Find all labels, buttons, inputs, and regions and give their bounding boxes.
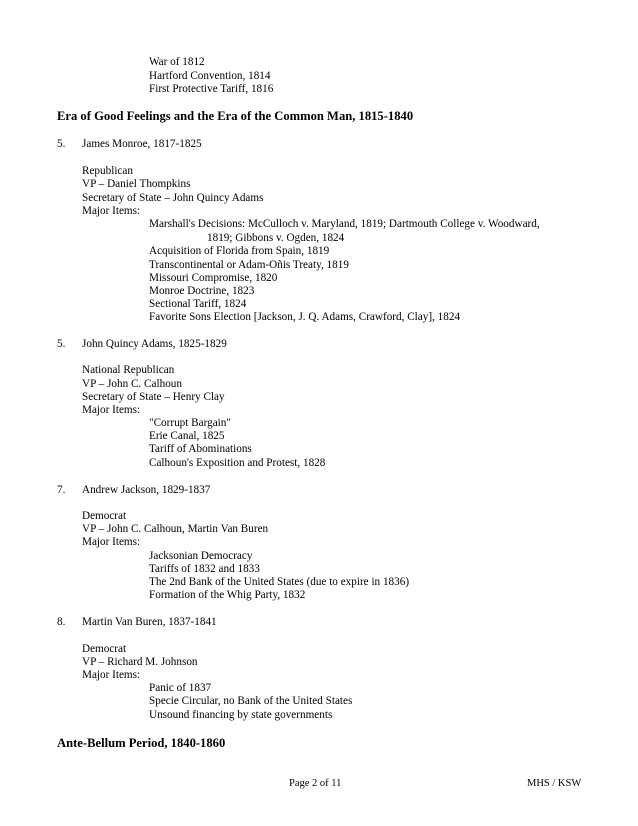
list-item: First Protective Tariff, 1816 <box>149 83 274 95</box>
major-items-label: Major Items: <box>82 669 141 681</box>
president-number: 7. <box>57 484 66 496</box>
president-name: Martin Van Buren, 1837-1841 <box>82 616 217 628</box>
vice-president: VP – John C. Calhoun, Martin Van Buren <box>82 523 269 535</box>
party: Democrat <box>82 643 127 655</box>
vice-president: VP – Daniel Thompkins <box>82 178 191 190</box>
major-items-label: Major Items: <box>82 536 141 548</box>
list-item: Acquisition of Florida from Spain, 1819 <box>149 245 330 257</box>
list-item: Jacksonian Democracy <box>149 550 253 562</box>
list-item: Tariffs of 1832 and 1833 <box>149 563 260 575</box>
party: Republican <box>82 165 133 177</box>
list-item: War of 1812 <box>149 56 205 68</box>
list-item: Marshall's Decisions: McCulloch v. Maryland, 1819; Dartmouth College v. Woodward, <box>149 218 540 230</box>
president-number: 5. <box>57 338 66 350</box>
list-item: Panic of 1837 <box>149 682 212 694</box>
secretary-of-state: Secretary of State – John Quincy Adams <box>82 192 264 204</box>
president-number: 8. <box>57 616 66 628</box>
secretary-of-state: Secretary of State – Henry Clay <box>82 391 225 403</box>
page-number: Page 2 of 11 <box>289 778 342 789</box>
list-item: Hartford Convention, 1814 <box>149 70 271 82</box>
vice-president: VP – John C. Calhoun <box>82 378 182 390</box>
list-item: Tariff of Abominations <box>149 443 252 455</box>
list-item: Specie Circular, no Bank of the United States <box>149 695 353 707</box>
president-number: 5. <box>57 138 66 150</box>
president-name: John Quincy Adams, 1825-1829 <box>82 338 227 350</box>
list-item: Calhoun's Exposition and Protest, 1828 <box>149 457 326 469</box>
list-item: Erie Canal, 1825 <box>149 430 225 442</box>
list-item: Transcontinental or Adam-Oñis Treaty, 1819 <box>149 259 349 271</box>
list-item: Monroe Doctrine, 1823 <box>149 285 255 297</box>
section-heading: Ante-Bellum Period, 1840-1860 <box>57 736 226 750</box>
list-item: Formation of the Whig Party, 1832 <box>149 589 306 601</box>
list-item: Favorite Sons Election [Jackson, J. Q. Adams, Crawford, Clay], 1824 <box>149 311 461 323</box>
list-item: Missouri Compromise, 1820 <box>149 272 278 284</box>
party: National Republican <box>82 364 175 376</box>
major-items-label: Major Items: <box>82 404 141 416</box>
major-items-label: Major Items: <box>82 205 141 217</box>
footer-author: MHS / KSW <box>527 778 582 789</box>
list-item: Sectional Tariff, 1824 <box>149 298 247 310</box>
list-item: Unsound financing by state governments <box>149 709 333 721</box>
president-name: James Monroe, 1817-1825 <box>82 138 202 150</box>
list-item: The 2nd Bank of the United States (due to expire in 1836) <box>149 576 410 588</box>
party: Democrat <box>82 510 127 522</box>
president-name: Andrew Jackson, 1829-1837 <box>82 484 211 496</box>
list-item: "Corrupt Bargain" <box>149 417 231 429</box>
section-heading: Era of Good Feelings and the Era of the Common Man, 1815-1840 <box>57 109 414 123</box>
list-item: 1819; Gibbons v. Ogden, 1824 <box>207 232 345 244</box>
vice-president: VP – Richard M. Johnson <box>82 656 198 668</box>
